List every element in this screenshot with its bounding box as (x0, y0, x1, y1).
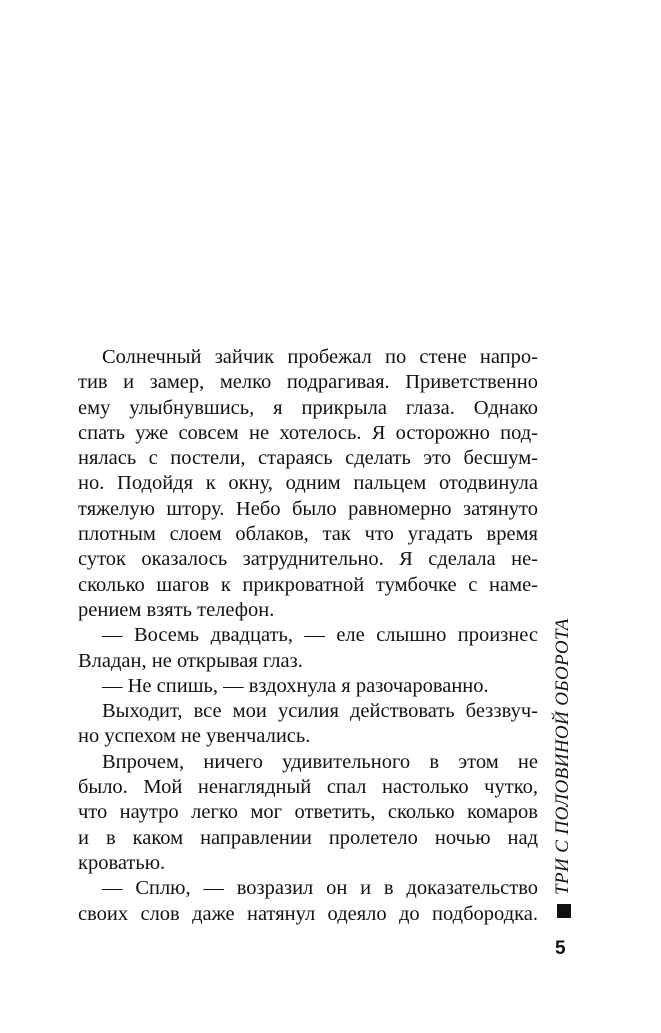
text-line: тив и замер, мелко подрагивая. Приветственно (78, 371, 538, 394)
text-line: Впрочем, ничего удивительного в этом не (102, 750, 538, 773)
square-marker-icon (557, 904, 571, 918)
text-line: но успехом не увенчались. (78, 725, 311, 748)
text-line: плотным слоем облаков, так что угадать время (78, 523, 538, 546)
text-line: сколько шагов к прикроватной тумбочке с наме- (78, 573, 538, 596)
page-number: 5 (555, 938, 566, 959)
text-line: рением взять телефон. (78, 598, 275, 621)
text-line: кроватью. (78, 851, 166, 874)
text-line: Солнечный зайчик пробежал по стене напро- (102, 346, 538, 368)
running-title: ТРИ С ПОЛОВИНОЙ ОБОРОТА (552, 618, 573, 895)
text-line: Владан, не открывая глаз. (78, 649, 303, 672)
text-line: — Не спишь, — вздохнула я разочарованно. (102, 674, 489, 697)
body-text (78, 345, 538, 927)
text-line: нялась с постели, стараясь сделать это бесшум- (78, 447, 538, 470)
text-line: тяжелую штору. Небо было равномерно затянуто (78, 497, 538, 520)
text-line: и в каком направлении пролетело ночью над (78, 826, 538, 849)
text-line: но. Подойдя к окну, одним пальцем отодвинула (78, 472, 538, 495)
text-line: — Восемь двадцать, — еле слышно произнес (102, 624, 538, 647)
text-line: суток оказалось затруднительно. Я сделала не- (78, 548, 538, 571)
text-line: что наутро легко мог ответить, сколько комаров (78, 801, 538, 824)
text-line: своих слов даже натянул одеяло до подбородка. (78, 902, 538, 925)
text-line: ему улыбнувшись, я прикрыла глаза. Однако (78, 396, 538, 419)
text-line: Выходит, все мои усилия действовать беззвуч- (102, 700, 538, 723)
text-line: спать уже совсем не хотелось. Я осторожно под- (78, 421, 538, 444)
text-line: — Сплю, — возразил он и в доказательство (102, 877, 538, 900)
text-line: было. Мой ненаглядный спал настолько чутко, (78, 776, 538, 799)
